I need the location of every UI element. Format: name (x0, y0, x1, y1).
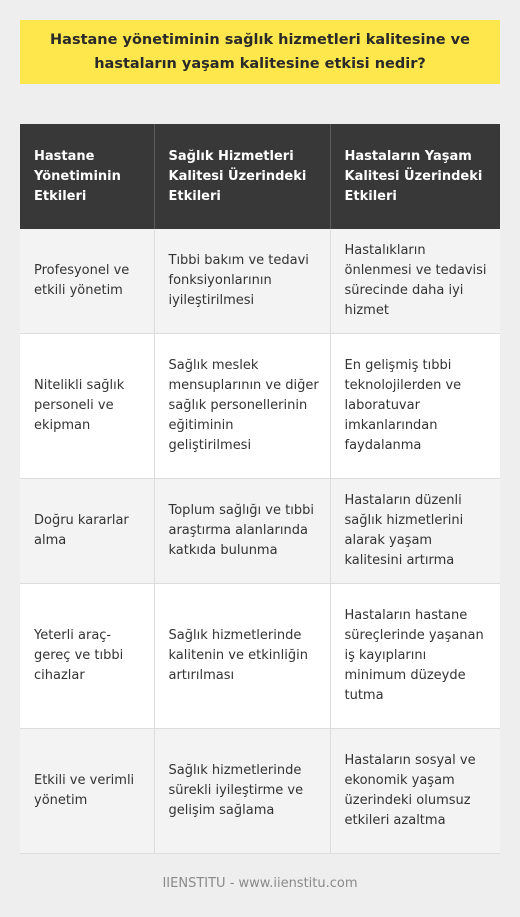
table-cell: Hastaların sosyal ve ekonomik yaşam üzerindeki olumsuz etkileri azaltma (330, 729, 500, 854)
table-cell: Sağlık meslek mensuplarının ve diğer sağlık personellerinin eğitiminin geliştirilmesi (154, 334, 330, 479)
column-header: Hastane Yönetiminin Etkileri (20, 124, 154, 229)
comparison-table (20, 124, 500, 854)
table-row (20, 479, 500, 584)
table-cell: Doğru kararlar alma (20, 479, 154, 584)
table-row (20, 334, 500, 479)
column-header: Sağlık Hizmetleri Kalitesi Üzerindeki Etkileri (154, 124, 330, 229)
page-title: Hastane yönetiminin sağlık hizmetleri kalitesine ve hastaların yaşam kalitesine etkisi nedir? (50, 32, 470, 72)
title-banner (20, 20, 500, 84)
column-header: Hastaların Yaşam Kalitesi Üzerindeki Etkileri (330, 124, 500, 229)
table-cell: Sağlık hizmetlerinde kalitenin ve etkinliğin artırılması (154, 584, 330, 729)
table-row (20, 229, 500, 334)
table-cell: Etkili ve verimli yönetim (20, 729, 154, 854)
table-header-row (20, 124, 500, 229)
table-cell: En gelişmiş tıbbi teknolojilerden ve laboratuvar imkanlarından faydalanma (330, 334, 500, 479)
table-cell: Nitelikli sağlık personeli ve ekipman (20, 334, 154, 479)
table-cell: Hastaların hastane süreçlerinde yaşanan iş kayıplarını minimum düzeyde tutma (330, 584, 500, 729)
table-cell: Toplum sağlığı ve tıbbi araştırma alanlarında katkıda bulunma (154, 479, 330, 584)
table-row (20, 584, 500, 729)
table-cell: Tıbbi bakım ve tedavi fonksiyonlarının iyileştirilmesi (154, 229, 330, 334)
table-row (20, 729, 500, 854)
table-cell: Hastalıkların önlenmesi ve tedavisi sürecinde daha iyi hizmet (330, 229, 500, 334)
table-cell: Profesyonel ve etkili yönetim (20, 229, 154, 334)
table-cell: Yeterli araç-gereç ve tıbbi cihazlar (20, 584, 154, 729)
footer-credit: IIENSTITU - www.iienstitu.com (162, 876, 358, 891)
table-cell: Sağlık hizmetlerinde sürekli iyileştirme ve gelişim sağlama (154, 729, 330, 854)
table-cell: Hastaların düzenli sağlık hizmetlerini alarak yaşam kalitesini artırma (330, 479, 500, 584)
